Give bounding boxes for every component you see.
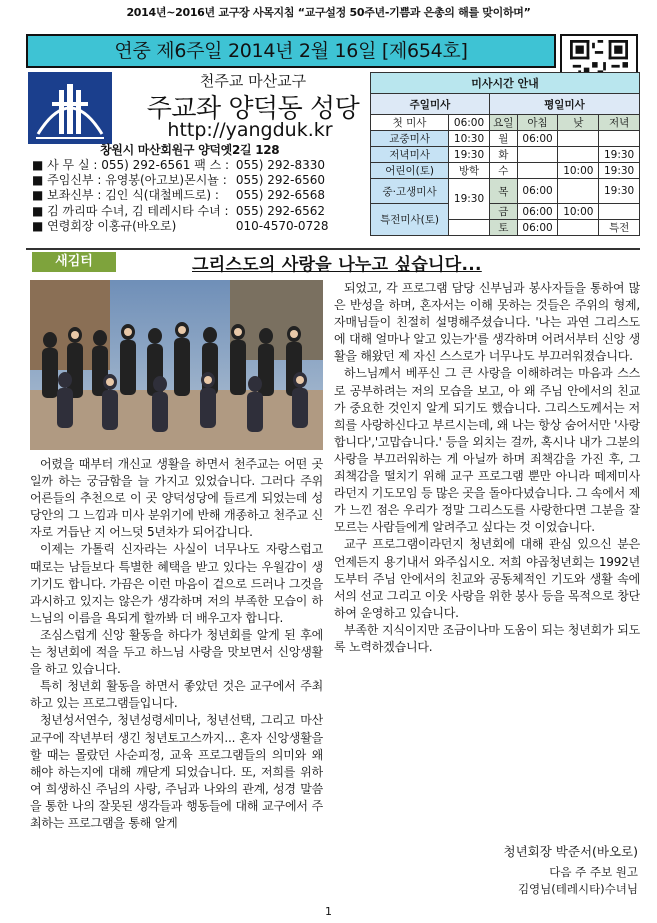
sunday-mass-name: 특전미사(토)	[371, 204, 449, 236]
next-issue-note: 다음 주 주보 원고	[549, 865, 638, 879]
contact-list	[32, 158, 362, 234]
weekday-day: 월	[489, 131, 517, 147]
weekday-day: 수	[489, 163, 517, 179]
page-number: 1	[325, 905, 332, 918]
contact-phone: 055) 292-6560	[235, 173, 326, 188]
contact-row	[32, 219, 362, 234]
contact-row	[32, 204, 362, 219]
weekday-pm: 19:30	[599, 179, 640, 204]
sunday-mass-name: 저녁미사	[371, 147, 449, 163]
article-paragraph: 어렸을 때부터 개신교 생활을 하면서 천주교는 어떤 곳일까 하는 궁금함을 늘 가지고 있었습니다. 그러다 주위 어른들의 추천으로 이 곳 양덕성당에 들르게 되었는데 성당안의 그 느낌과 미사 분위기에 반해 개종하고 천주교 신자로 거듭난 지 어느덧 5년차가 되어갑니다.	[30, 457, 323, 540]
weekday-noon	[558, 179, 599, 204]
weekday-pm: 19:30	[599, 163, 640, 179]
contact-label: ■ 주임신부 : 유영봉(아고보)몬시뇰 :	[32, 173, 227, 188]
section-tag: 새김터	[32, 252, 116, 272]
article-paragraph: 하느님께서 베푸신 그 큰 사랑을 이해하려는 마음과 스스로 공부하려는 저의 모습을 보고, 아 왜 주님 안에서의 친교가 중요한 것인지 알게 되기도 했습니다. 그리스도께서는 저희를 사랑하신다고 부르시는데, 왜 나는 항상 숨어서만 '사랑합니다','고맙습니다.' 등을 외치는 걸까, 혹시나 내가 그분의 사랑을 부끄러워하는 게 아닐까 하며 죄책감을 가진 후, 그 죄책감을 떨치기 위해 교구 프로그램 뿐만 아니라 떼제미사라던지 기도모임 등 많은 곳을 돌아다녔습니다. 그 속에서 제가 느낀 점은 우리가 정말 그리스도를 사랑한다면 그분을 잘 모르는 사람들에게 알려주고 싶다는 것 이었습니다.	[334, 366, 640, 535]
weekday-mass-header: 평일미사	[489, 94, 639, 115]
weekday-am: 06:00	[517, 204, 558, 220]
sunday-mass-time: 방학	[449, 163, 490, 179]
article-paragraph: 이제는 가톨릭 신자라는 사실이 너무나도 자랑스럽고 때로는 남들보다 특별한 혜택을 받고 있다는 우월감이 생기기도 합니다. 가끔은 이런 마음이 겉으로 드러나 그것을 과시하고 있지는 않은가 생각하며 저의 부족한 모습이 하느님의 이름을 욕되게 할까봐 더 배우고자 합니다.	[30, 542, 323, 625]
sunday-mass-name: 어린이(토)	[371, 163, 449, 179]
sunday-mass-name: 첫 미사	[371, 115, 449, 131]
article-left-column	[30, 456, 323, 911]
sunday-mass-name: 교중미사	[371, 131, 449, 147]
article-paragraph: 조심스럽게 신앙 활동을 하다가 청년회를 알게 된 후에는 청년회에 적을 두고 하느님 사랑을 맛보면서 신앙생활을 하고 있습니다.	[30, 627, 323, 677]
weekday-am	[517, 163, 558, 179]
top-slogan: 2014년~2016년 교구장 사목지침 “교구설정 50주년-기쁨과 은총의 해를 맞이하며”	[126, 6, 531, 19]
issue-date-bar: 연중 제6주일 2014년 2월 16일 [제654호]	[26, 34, 556, 68]
contact-label: ■ 사 무 실 : 055) 292-6561 팩 스 :	[32, 158, 230, 172]
mass-schedule-title: 미사시간 안내	[371, 73, 640, 94]
diocese-name: 천주교 마산교구	[199, 72, 307, 90]
article-right-column	[334, 280, 640, 840]
contact-row	[32, 158, 362, 173]
weekday-day: 금	[489, 204, 517, 220]
contact-row	[32, 188, 362, 203]
contact-label: ■ 연령회장 이홍규(바오로)	[32, 218, 177, 233]
article-paragraph: 교구 프로그램이라던지 청년회에 대해 관심 있으신 분은 언제든지 용기내서 와주십시오. 저희 야곱청년회는 1992년도부터 주님 안에서의 친교와 공동체적인 기도와 생활 속에서의 선교 그리고 이웃 사랑을 위한 봉사 등을 목적으로 창단하여 운영하고 있습니다.	[334, 537, 640, 620]
weekday-col-header: 아침	[517, 115, 558, 131]
weekday-noon	[558, 131, 599, 147]
contact-phone: 055) 292-6568	[235, 188, 326, 203]
weekday-am	[517, 147, 558, 163]
sunday-mass-time: 19:30	[449, 179, 490, 220]
contact-label: ■ 보좌신부 : 김인 식(대철베드로) :	[32, 188, 219, 203]
weekday-noon	[558, 147, 599, 163]
article-paragraph: 되었고, 각 프로그램 담당 신부님과 봉사자들을 통하여 많은 반성을 하며, 혼자서는 이해 못하는 것들은 주위의 형제, 자매님들이 친절히 설명해주셨습니다. '나는 과연 그리스도에 대해 얼마나 알고 있는가'를 생각하며 어려서부터 신앙 생활을 해왔던 제 자신 스스로가 너무나도 부끄러워졌습니다.	[334, 281, 640, 364]
article-paragraph: 부족한 지식이지만 조금이나마 도움이 되는 청년회가 되도록 노력하겠습니다.	[334, 622, 640, 654]
weekday-noon: 10:00	[558, 204, 599, 220]
weekday-noon	[558, 220, 599, 236]
parish-url[interactable]: http://yangduk.kr	[167, 119, 333, 141]
article-headline: 그리스도의 사랑을 나누고 싶습니다...	[192, 255, 482, 275]
youth-group-photo	[30, 280, 323, 450]
sunday-mass-time: 10:30	[449, 131, 490, 147]
weekday-col-header: 요일	[489, 115, 517, 131]
contact-phone: 055) 292-6562	[235, 203, 326, 218]
weekday-am: 06:00	[517, 179, 558, 204]
sunday-mass-time	[449, 220, 490, 236]
contact-label: ■ 김 까리따 수녀, 김 테레시타 수녀 :	[32, 203, 229, 218]
weekday-am: 06:00	[517, 220, 558, 236]
contact-phone: 055) 292-8330	[235, 158, 326, 172]
weekday-pm: 특전	[599, 220, 640, 236]
contact-row	[32, 173, 362, 188]
weekday-day: 목	[489, 179, 517, 204]
sunday-mass-header: 주일미사	[371, 94, 490, 115]
article-paragraph: 청년성서연수, 청년성령세미나, 청년선택, 그리고 마산교구에 작년부터 생긴 청년토고스까지... 혼자 신앙생활을 할 때는 몰랐던 사순피정, 교육 프로그램들의 의미와 왜 해야 하는지에 대해 깨닫게 되었습니다. 또, 저희를 위하여 희생하신 주님의 사랑, 주님과 나와의 관계, 성경 말씀을 통한 나의 잘못된 생각들과 행동들에 대해 교구에서 주최하는 프로그램을 통해 알게	[30, 713, 323, 830]
weekday-noon: 10:00	[558, 163, 599, 179]
sunday-mass-time: 06:00	[449, 115, 490, 131]
weekday-pm: 19:30	[599, 147, 640, 163]
weekday-col-header: 낮	[558, 115, 599, 131]
sunday-mass-time: 19:30	[449, 147, 490, 163]
contact-phone: 010-4570-0728	[235, 218, 329, 233]
next-issue-author: 김영님(테레시타)수녀님	[517, 882, 638, 896]
article-paragraph: 특히 청년회 활동을 하면서 좋았던 것은 교구에서 주최하고 있는 프로그램들입니다.	[30, 679, 323, 711]
weekday-day: 화	[489, 147, 517, 163]
weekday-day: 토	[489, 220, 517, 236]
weekday-am: 06:00	[517, 131, 558, 147]
author-signature: 청년회장 박준서(바오로)	[503, 844, 638, 859]
parish-logo	[28, 72, 112, 144]
weekday-pm	[599, 131, 640, 147]
parish-address: 창원시 마산회원구 양덕옛2길 128	[100, 143, 280, 157]
mass-schedule-table	[370, 72, 640, 236]
sunday-mass-name: 중·고생미사	[371, 179, 449, 204]
weekday-pm	[599, 204, 640, 220]
parish-name: 주교좌 양덕동 성당	[146, 94, 360, 124]
weekday-col-header: 저녁	[599, 115, 640, 131]
